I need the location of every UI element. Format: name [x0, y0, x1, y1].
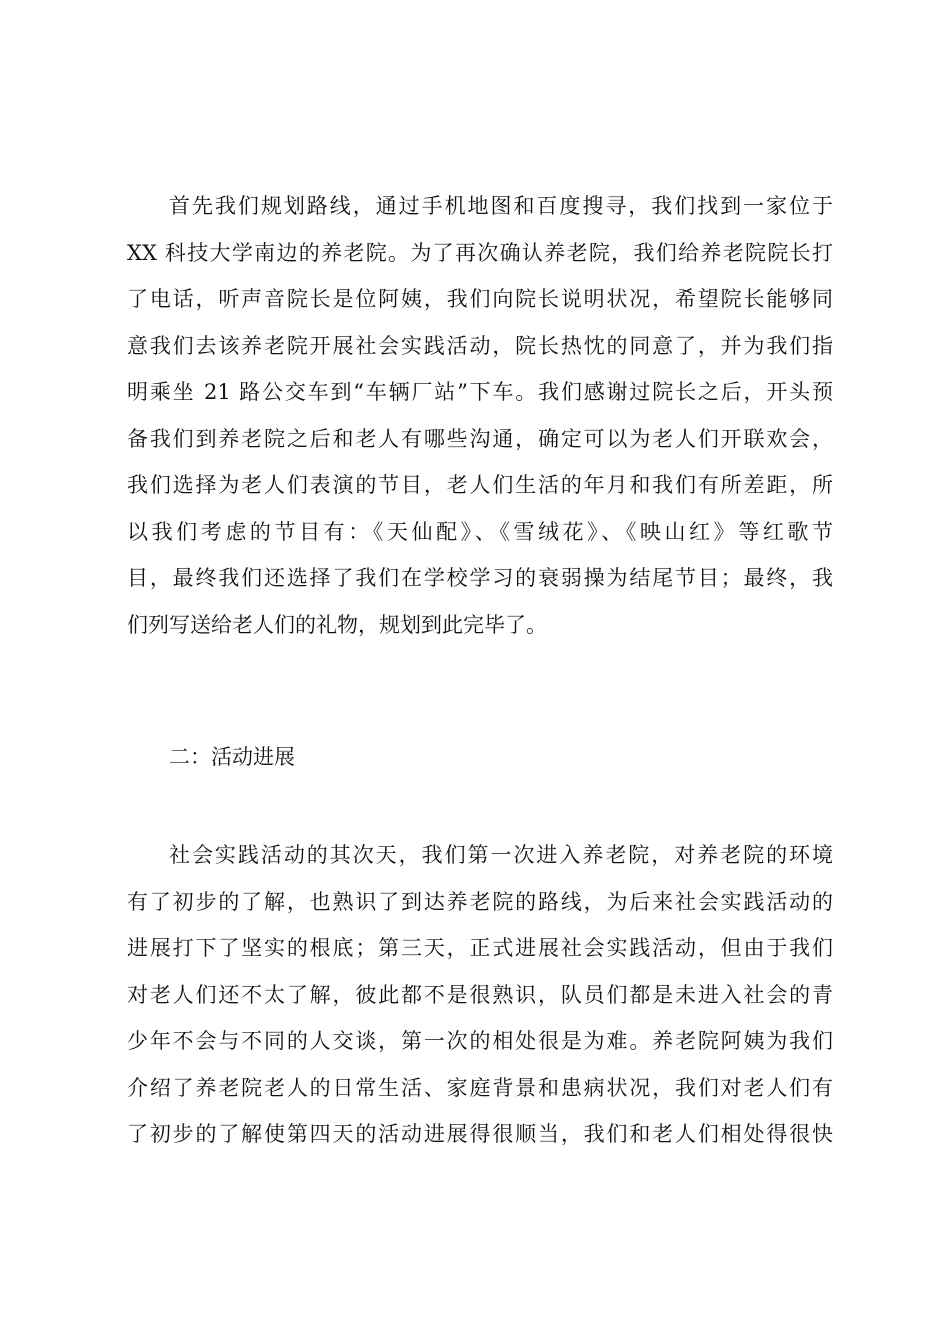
paragraph-line: 少年不会与不同的人交谈，第一次的相处很是为难。养老院阿姨为我们 [127, 1029, 833, 1053]
paragraph-activity-progress [127, 832, 833, 1158]
paragraph-line: 进展打下了坚实的根底；第三天，正式进展社会实践活动，但由于我们 [127, 936, 833, 960]
paragraph-line: 备我们到养老院之后和老人有哪些沟通，确定可以为老人们开联欢会， [127, 426, 833, 451]
paragraph-planning [127, 183, 833, 648]
paragraph-line: 社会实践活动的其次天，我们第一次进入养老院，对养老院的环境 [169, 843, 833, 867]
paragraph-line: 了电话，听声音院长是位阿姨，我们向院长说明状况，希望院长能够同 [127, 287, 833, 311]
paragraph-line: 们列写送给老人们的礼物，规划到此完毕了。 [127, 612, 547, 637]
paragraph-line: XX 科技大学南边的养老院。为了再次确认养老院，我们给养老院院长打 [127, 240, 833, 265]
paragraph-line: 意我们去该养老院开展社会实践活动，院长热忱的同意了，并为我们指 [127, 333, 833, 358]
paragraph-line: 以我们考虑的节目有：《天仙配》、《雪绒花》、《映山红》等红歌节 [127, 519, 833, 544]
paragraph-line: 有了初步的了解，也熟识了到达养老院的路线，为后来社会实践活动的 [127, 889, 833, 914]
section-heading [127, 734, 833, 781]
paragraph-line: 了初步的了解使第四天的活动进展得很顺当，我们和老人们相处得很快 [127, 1122, 833, 1146]
paragraph-line: 对老人们还不太了解，彼此都不是很熟识，队员们都是未进入社会的青 [127, 982, 833, 1007]
paragraph-line: 我们选择为老人们表演的节目，老人们生活的年月和我们有所差距，所 [127, 473, 833, 497]
section-heading-text: 二：活动进展 [169, 745, 295, 769]
paragraph-line: 明乘坐 21 路公交车到“车辆厂站”下车。我们感谢过院长之后，开头预 [127, 380, 833, 404]
paragraph-line: 介绍了养老院老人的日常生活、家庭背景和患病状况，我们对老人们有 [127, 1075, 833, 1100]
paragraph-line: 首先我们规划路线，通过手机地图和百度搜寻，我们找到一家位于 [169, 194, 833, 218]
paragraph-line: 目，最终我们还选择了我们在学校学习的衰弱操为结尾节目；最终，我 [127, 566, 833, 590]
